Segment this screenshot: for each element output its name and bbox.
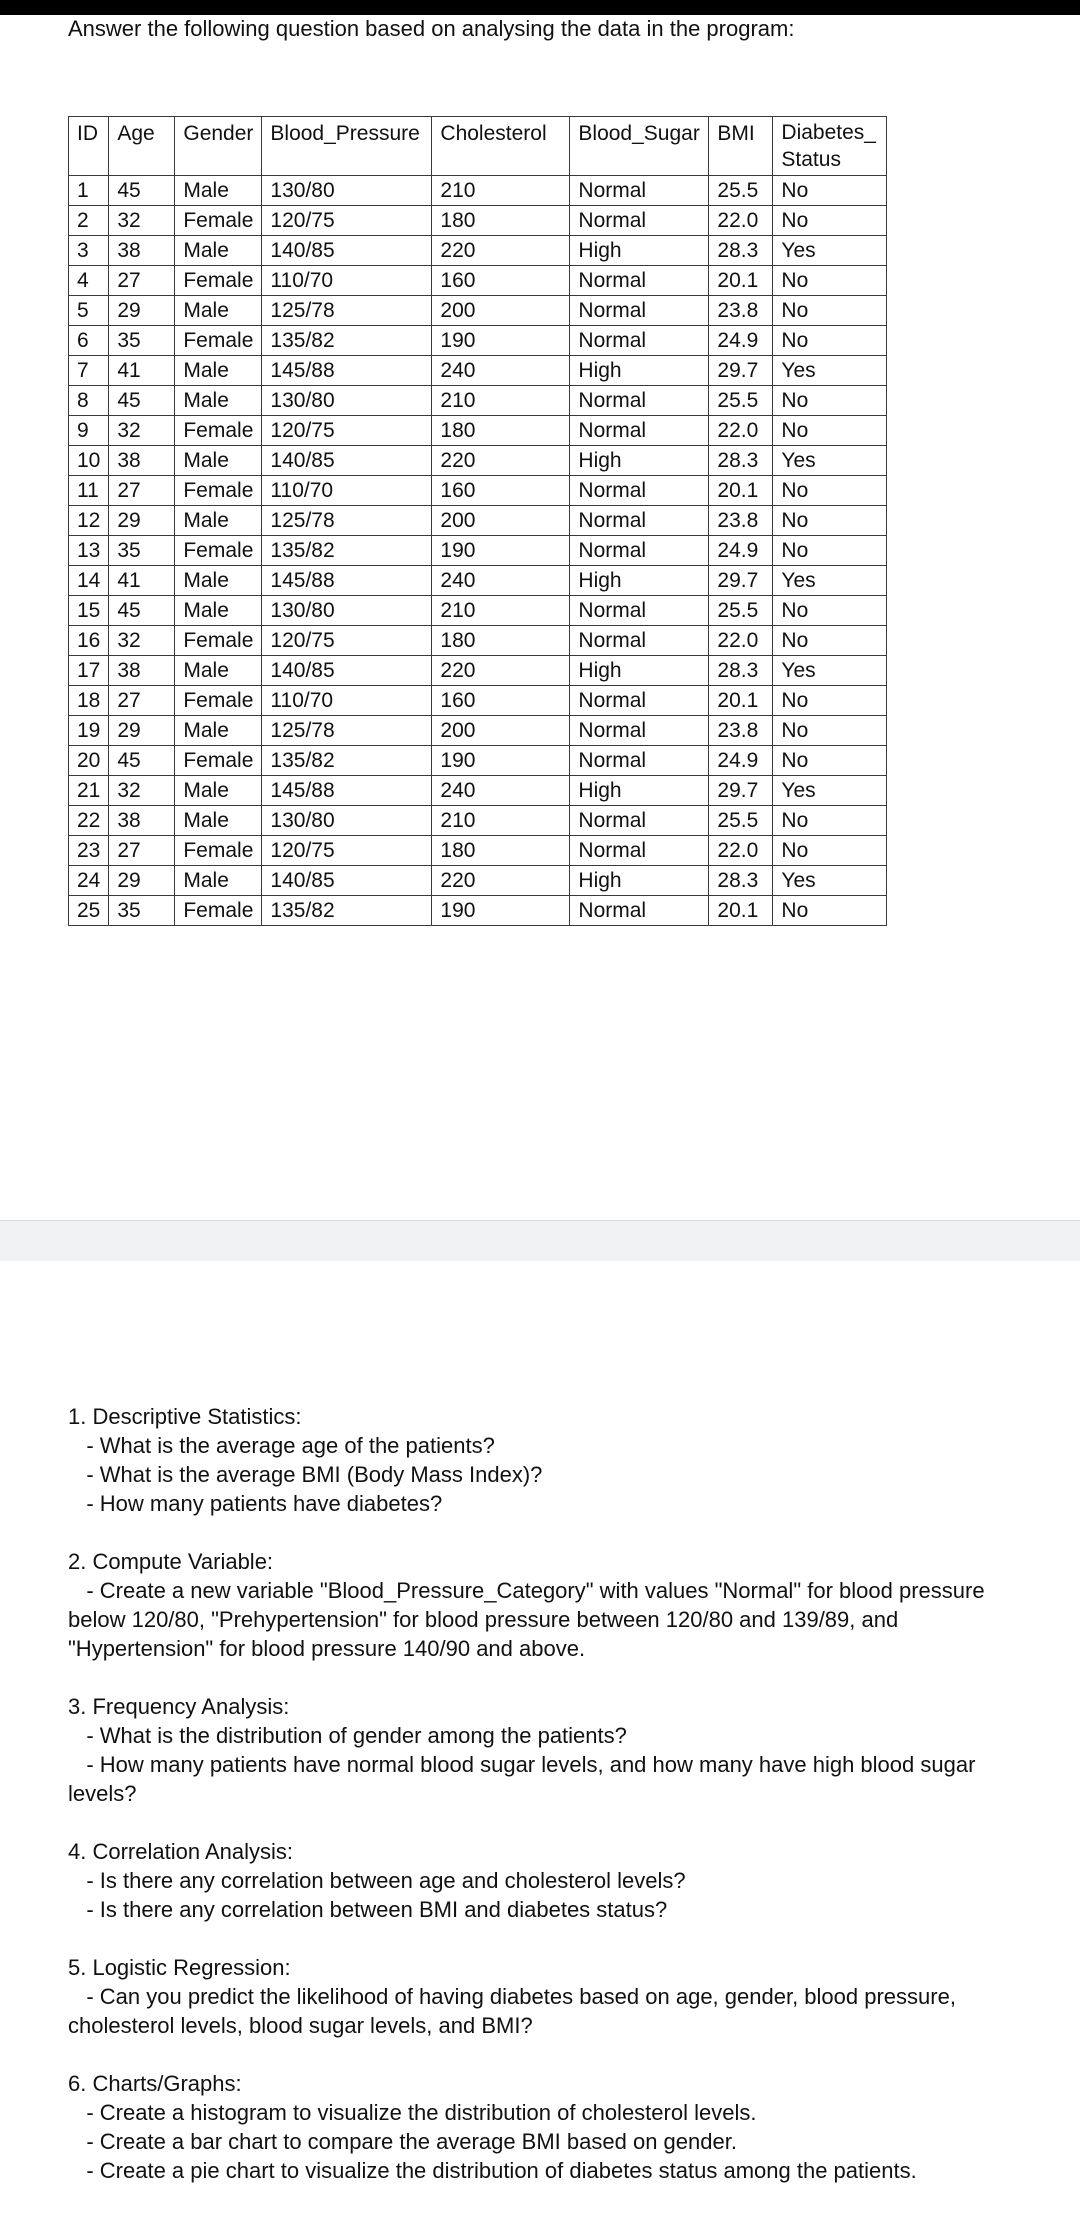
header-bmi: BMI <box>709 117 773 176</box>
table-cell: 25 <box>69 896 109 926</box>
table-cell: No <box>773 296 887 326</box>
table-cell: Normal <box>570 746 709 776</box>
table-cell: 20.1 <box>709 266 773 296</box>
table-cell: Yes <box>773 356 887 386</box>
table-cell: No <box>773 626 887 656</box>
table-cell: High <box>570 656 709 686</box>
question-block <box>68 1953 1008 2040</box>
table-cell: Yes <box>773 866 887 896</box>
table-row <box>69 686 887 716</box>
table-body <box>69 176 887 926</box>
table-cell: Normal <box>570 476 709 506</box>
table-cell: No <box>773 416 887 446</box>
question-title: 5. Logistic Regression: <box>68 1955 291 1980</box>
table-cell: 24.9 <box>709 536 773 566</box>
table-row <box>69 266 887 296</box>
table-cell: 27 <box>109 686 175 716</box>
table-cell: 160 <box>432 266 570 296</box>
table-cell: 20.1 <box>709 686 773 716</box>
table-cell: 28.3 <box>709 236 773 266</box>
table-cell: Female <box>175 746 262 776</box>
question-item: - What is the average age of the patients? <box>68 1433 495 1458</box>
table-cell: 140/85 <box>262 656 432 686</box>
question-block <box>68 1547 1008 1663</box>
table-cell: 190 <box>432 896 570 926</box>
table-cell: No <box>773 206 887 236</box>
table-cell: 125/78 <box>262 716 432 746</box>
table-cell: 23.8 <box>709 716 773 746</box>
table-cell: High <box>570 866 709 896</box>
question-item: - Create a bar chart to compare the average BMI based on gender. <box>68 2129 737 2154</box>
table-cell: No <box>773 746 887 776</box>
table-cell: 22.0 <box>709 836 773 866</box>
table-row <box>69 626 887 656</box>
table-cell: Male <box>175 386 262 416</box>
table-cell: 180 <box>432 206 570 236</box>
table-cell: 38 <box>109 236 175 266</box>
table-cell: Female <box>175 536 262 566</box>
table-row <box>69 326 887 356</box>
table-row <box>69 836 887 866</box>
table-cell: Female <box>175 476 262 506</box>
table-cell: 24.9 <box>709 326 773 356</box>
table-cell: 200 <box>432 506 570 536</box>
question-title: 4. Correlation Analysis: <box>68 1839 293 1864</box>
table-cell: Female <box>175 626 262 656</box>
table-cell: 240 <box>432 356 570 386</box>
patient-data-table <box>68 116 887 926</box>
table-cell: 130/80 <box>262 806 432 836</box>
table-cell: Yes <box>773 236 887 266</box>
table-cell: 180 <box>432 416 570 446</box>
table-cell: 29.7 <box>709 776 773 806</box>
table-cell: High <box>570 566 709 596</box>
table-cell: 11 <box>69 476 109 506</box>
table-cell: No <box>773 536 887 566</box>
table-cell: Normal <box>570 806 709 836</box>
table-cell: 5 <box>69 296 109 326</box>
table-cell: 120/75 <box>262 836 432 866</box>
table-row <box>69 386 887 416</box>
header-id: ID <box>69 117 109 176</box>
table-cell: 32 <box>109 776 175 806</box>
table-row <box>69 596 887 626</box>
table-cell: 29 <box>109 716 175 746</box>
table-cell: 28.3 <box>709 656 773 686</box>
question-title: 6. Charts/Graphs: <box>68 2071 242 2096</box>
table-cell: 8 <box>69 386 109 416</box>
table-cell: No <box>773 806 887 836</box>
questions-section <box>68 1402 1008 2214</box>
table-cell: Normal <box>570 176 709 206</box>
table-row <box>69 746 887 776</box>
table-cell: Normal <box>570 296 709 326</box>
table-cell: 210 <box>432 386 570 416</box>
table-cell: High <box>570 356 709 386</box>
table-cell: 180 <box>432 836 570 866</box>
intro-text: Answer the following question based on analysing the data in the program: <box>68 16 795 41</box>
table-cell: 160 <box>432 476 570 506</box>
table-cell: 125/78 <box>262 296 432 326</box>
table-cell: 41 <box>109 356 175 386</box>
question-item: - Create a histogram to visualize the distribution of cholesterol levels. <box>68 2100 757 2125</box>
question-item: - How many patients have diabetes? <box>68 1491 443 1516</box>
header-diabetes-status: Diabetes_ Status <box>773 117 887 176</box>
table-row <box>69 176 887 206</box>
table-cell: Normal <box>570 626 709 656</box>
table-cell: 125/78 <box>262 506 432 536</box>
table-cell: 140/85 <box>262 446 432 476</box>
question-item: - What is the average BMI (Body Mass Index)? <box>68 1462 543 1487</box>
table-cell: 220 <box>432 866 570 896</box>
table-cell: Male <box>175 446 262 476</box>
table-cell: Female <box>175 266 262 296</box>
table-cell: 135/82 <box>262 326 432 356</box>
table-cell: 220 <box>432 236 570 266</box>
table-cell: No <box>773 836 887 866</box>
question-item: - Create a new variable "Blood_Pressure_Category" with values "Normal" for blood pressure below 120/80, "Prehypertension" for blood pressure between 120/80 and 139/89, and "Hypertension" for blood pressure 140/90 and above. <box>68 1578 991 1661</box>
table-cell: 9 <box>69 416 109 446</box>
table-row <box>69 236 887 266</box>
table-cell: 135/82 <box>262 896 432 926</box>
table-cell: 38 <box>109 446 175 476</box>
table-cell: 120/75 <box>262 626 432 656</box>
question-item: - What is the distribution of gender among the patients? <box>68 1723 627 1748</box>
table-cell: 13 <box>69 536 109 566</box>
table-cell: 200 <box>432 716 570 746</box>
table-cell: No <box>773 506 887 536</box>
table-cell: 35 <box>109 536 175 566</box>
page-separator <box>0 1220 1080 1261</box>
table-cell: 130/80 <box>262 176 432 206</box>
table-cell: 18 <box>69 686 109 716</box>
table-cell: Female <box>175 896 262 926</box>
table-cell: 160 <box>432 686 570 716</box>
table-cell: 240 <box>432 566 570 596</box>
table-row <box>69 476 887 506</box>
table-cell: 190 <box>432 326 570 356</box>
table-cell: 4 <box>69 266 109 296</box>
patient-data-table-wrapper <box>68 116 887 926</box>
table-cell: No <box>773 476 887 506</box>
table-cell: Normal <box>570 416 709 446</box>
table-cell: 140/85 <box>262 236 432 266</box>
table-cell: 190 <box>432 536 570 566</box>
table-row <box>69 806 887 836</box>
table-cell: 23.8 <box>709 506 773 536</box>
table-cell: Normal <box>570 326 709 356</box>
table-cell: 22.0 <box>709 206 773 236</box>
table-cell: 220 <box>432 656 570 686</box>
table-cell: Normal <box>570 716 709 746</box>
table-cell: High <box>570 446 709 476</box>
table-cell: 32 <box>109 206 175 236</box>
table-cell: 145/88 <box>262 776 432 806</box>
table-cell: Male <box>175 176 262 206</box>
table-cell: 23.8 <box>709 296 773 326</box>
table-row <box>69 866 887 896</box>
question-title: 2. Compute Variable: <box>68 1549 274 1574</box>
table-cell: 28.3 <box>709 446 773 476</box>
table-cell: 14 <box>69 566 109 596</box>
table-cell: No <box>773 596 887 626</box>
table-cell: No <box>773 896 887 926</box>
table-cell: 41 <box>109 566 175 596</box>
question-block <box>68 1402 1008 1518</box>
table-cell: 24.9 <box>709 746 773 776</box>
table-cell: No <box>773 326 887 356</box>
table-cell: 10 <box>69 446 109 476</box>
table-cell: Yes <box>773 446 887 476</box>
table-cell: 7 <box>69 356 109 386</box>
table-cell: High <box>570 236 709 266</box>
table-row <box>69 446 887 476</box>
table-cell: Normal <box>570 686 709 716</box>
question-item: - How many patients have normal blood sugar levels, and how many have high blood sugar levels? <box>68 1752 982 1806</box>
table-cell: 110/70 <box>262 476 432 506</box>
header-blood-pressure: Blood_Pressure <box>262 117 432 176</box>
table-cell: Yes <box>773 656 887 686</box>
table-cell: 20 <box>69 746 109 776</box>
table-cell: 21 <box>69 776 109 806</box>
table-cell: Male <box>175 596 262 626</box>
table-cell: 29.7 <box>709 356 773 386</box>
question-item: - Is there any correlation between BMI and diabetes status? <box>68 1897 668 1922</box>
table-cell: Male <box>175 296 262 326</box>
table-cell: 130/80 <box>262 596 432 626</box>
table-cell: 45 <box>109 746 175 776</box>
table-cell: 25.5 <box>709 176 773 206</box>
table-cell: No <box>773 716 887 746</box>
question-title: 3. Frequency Analysis: <box>68 1694 290 1719</box>
table-cell: Yes <box>773 566 887 596</box>
table-cell: 130/80 <box>262 386 432 416</box>
table-cell: No <box>773 386 887 416</box>
table-cell: 27 <box>109 836 175 866</box>
table-cell: 12 <box>69 506 109 536</box>
table-cell: No <box>773 686 887 716</box>
table-cell: High <box>570 776 709 806</box>
table-cell: 45 <box>109 176 175 206</box>
table-cell: Normal <box>570 386 709 416</box>
table-cell: 135/82 <box>262 746 432 776</box>
table-cell: Normal <box>570 266 709 296</box>
table-cell: 6 <box>69 326 109 356</box>
table-cell: 29 <box>109 866 175 896</box>
table-cell: 3 <box>69 236 109 266</box>
table-cell: 220 <box>432 446 570 476</box>
table-cell: 20.1 <box>709 896 773 926</box>
table-cell: 29 <box>109 506 175 536</box>
table-cell: Female <box>175 686 262 716</box>
table-cell: No <box>773 176 887 206</box>
header-cholesterol: Cholesterol <box>432 117 570 176</box>
table-cell: Female <box>175 836 262 866</box>
table-cell: Male <box>175 866 262 896</box>
table-cell: 32 <box>109 626 175 656</box>
table-cell: Male <box>175 566 262 596</box>
table-cell: 28.3 <box>709 866 773 896</box>
table-cell: 38 <box>109 806 175 836</box>
table-cell: 22.0 <box>709 626 773 656</box>
table-cell: 25.5 <box>709 806 773 836</box>
table-cell: Female <box>175 326 262 356</box>
table-cell: Male <box>175 776 262 806</box>
header-age: Age <box>109 117 175 176</box>
question-block <box>68 2069 1008 2185</box>
table-cell: 27 <box>109 476 175 506</box>
table-cell: 29.7 <box>709 566 773 596</box>
question-item: - Create a pie chart to visualize the distribution of diabetes status among the patients. <box>68 2158 917 2183</box>
table-cell: Male <box>175 506 262 536</box>
table-cell: 145/88 <box>262 566 432 596</box>
table-cell: 110/70 <box>262 266 432 296</box>
header-gender: Gender <box>175 117 262 176</box>
table-cell: 180 <box>432 626 570 656</box>
table-cell: 16 <box>69 626 109 656</box>
table-row <box>69 776 887 806</box>
question-item: - Is there any correlation between age and cholesterol levels? <box>68 1868 686 1893</box>
table-cell: 32 <box>109 416 175 446</box>
table-row <box>69 536 887 566</box>
table-cell: 200 <box>432 296 570 326</box>
table-cell: Normal <box>570 596 709 626</box>
table-cell: 20.1 <box>709 476 773 506</box>
table-cell: Male <box>175 656 262 686</box>
table-cell: Female <box>175 416 262 446</box>
table-cell: 210 <box>432 596 570 626</box>
table-cell: Normal <box>570 536 709 566</box>
table-cell: 15 <box>69 596 109 626</box>
table-cell: Normal <box>570 506 709 536</box>
table-cell: 23 <box>69 836 109 866</box>
table-cell: 120/75 <box>262 416 432 446</box>
table-row <box>69 716 887 746</box>
question-item: - Can you predict the likelihood of having diabetes based on age, gender, blood pressure, cholesterol levels, blood sugar levels, and BMI? <box>68 1984 963 2038</box>
table-cell: Yes <box>773 776 887 806</box>
table-cell: 190 <box>432 746 570 776</box>
table-cell: 25.5 <box>709 386 773 416</box>
table-cell: Female <box>175 206 262 236</box>
table-row <box>69 206 887 236</box>
table-cell: 35 <box>109 326 175 356</box>
question-block <box>68 1692 1008 1808</box>
table-cell: Male <box>175 806 262 836</box>
table-cell: 35 <box>109 896 175 926</box>
table-row <box>69 566 887 596</box>
table-cell: 120/75 <box>262 206 432 236</box>
table-cell: 22 <box>69 806 109 836</box>
table-cell: Normal <box>570 206 709 236</box>
table-row <box>69 416 887 446</box>
table-cell: 240 <box>432 776 570 806</box>
table-cell: No <box>773 266 887 296</box>
table-cell: 135/82 <box>262 536 432 566</box>
table-cell: 19 <box>69 716 109 746</box>
table-cell: 17 <box>69 656 109 686</box>
table-cell: 22.0 <box>709 416 773 446</box>
table-row <box>69 896 887 926</box>
table-cell: Male <box>175 716 262 746</box>
table-cell: 210 <box>432 806 570 836</box>
question-block <box>68 1837 1008 1924</box>
table-cell: Male <box>175 356 262 386</box>
table-cell: 140/85 <box>262 866 432 896</box>
table-cell: 1 <box>69 176 109 206</box>
table-cell: 45 <box>109 596 175 626</box>
table-cell: Normal <box>570 836 709 866</box>
top-bar <box>0 0 1080 15</box>
table-cell: 24 <box>69 866 109 896</box>
table-cell: 145/88 <box>262 356 432 386</box>
table-cell: 2 <box>69 206 109 236</box>
table-cell: Normal <box>570 896 709 926</box>
question-title: 1. Descriptive Statistics: <box>68 1404 302 1429</box>
table-row <box>69 356 887 386</box>
table-row <box>69 296 887 326</box>
table-row <box>69 656 887 686</box>
table-cell: 45 <box>109 386 175 416</box>
table-row <box>69 506 887 536</box>
table-cell: 27 <box>109 266 175 296</box>
table-cell: 25.5 <box>709 596 773 626</box>
table-header-row <box>69 117 887 176</box>
table-cell: Male <box>175 236 262 266</box>
header-blood-sugar: Blood_Sugar <box>570 117 709 176</box>
table-cell: 29 <box>109 296 175 326</box>
table-cell: 110/70 <box>262 686 432 716</box>
table-cell: 210 <box>432 176 570 206</box>
table-cell: 38 <box>109 656 175 686</box>
